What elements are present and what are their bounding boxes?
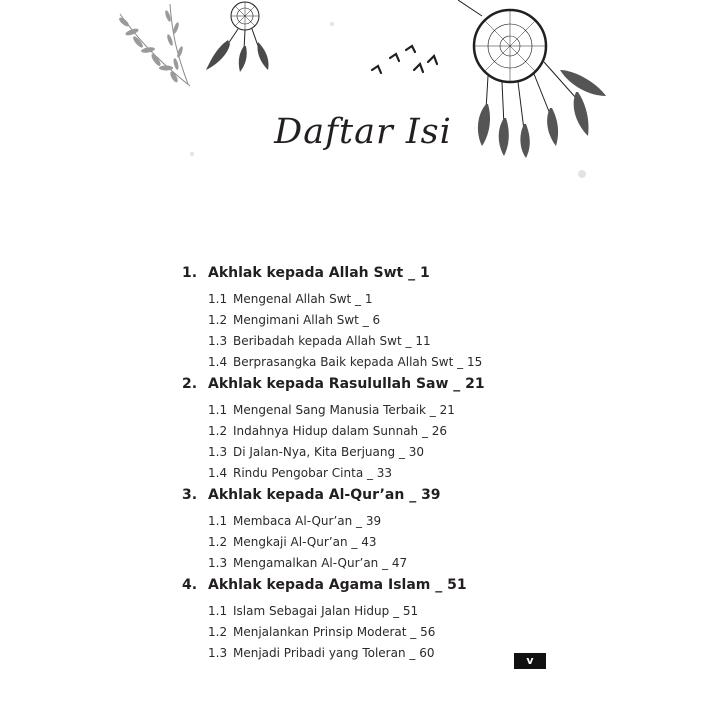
page-title: Daftar Isi	[274, 112, 452, 152]
section-number: 1.2	[208, 625, 228, 639]
section-title: Menjalankan Prinsip Moderat _ 56	[233, 625, 436, 639]
section-title: Menjadi Pribadi yang Toleran _ 60	[233, 646, 435, 660]
decorative-dot	[190, 152, 194, 156]
decorative-dot	[578, 170, 586, 178]
section-number: 1.3	[208, 556, 228, 570]
toc-section	[182, 463, 602, 484]
toc-section	[182, 442, 602, 463]
chapter-number: 3.	[182, 487, 198, 503]
page-number-badge: v	[514, 653, 546, 669]
section-number: 1.1	[208, 514, 228, 528]
section-title: Beribadah kepada Allah Swt _ 11	[233, 334, 431, 348]
toc-section	[182, 421, 602, 442]
section-number: 1.2	[208, 535, 228, 549]
table-of-contents	[182, 262, 602, 664]
section-title: Rindu Pengobar Cinta _ 33	[233, 466, 393, 480]
toc-chapter	[182, 484, 602, 506]
toc-section	[182, 352, 602, 373]
toc-section	[182, 601, 602, 622]
section-number: 1.1	[208, 604, 228, 618]
flying-birds-icon	[368, 40, 442, 82]
dreamcatcher-icon	[198, 0, 276, 74]
toc-section	[182, 310, 602, 331]
chapter-title: Akhlak kepada Allah Swt _ 1	[208, 265, 430, 281]
toc-section	[182, 553, 602, 574]
section-number: 1.4	[208, 466, 228, 480]
toc-section	[182, 400, 602, 421]
section-number: 1.1	[208, 403, 228, 417]
decorative-dot	[330, 22, 334, 26]
section-number: 1.2	[208, 424, 228, 438]
section-title: Mengimani Allah Swt _ 6	[233, 313, 381, 327]
toc-section	[182, 622, 602, 643]
section-number: 1.4	[208, 355, 228, 369]
toc-chapter	[182, 262, 602, 284]
section-number: 1.3	[208, 445, 228, 459]
section-title: Islam Sebagai Jalan Hidup _ 51	[233, 604, 419, 618]
section-title: Mengenal Sang Manusia Terbaik _ 21	[233, 403, 455, 417]
chapter-title: Akhlak kepada Rasulullah Saw _ 21	[208, 376, 485, 392]
toc-chapter	[182, 373, 602, 395]
toc-section	[182, 532, 602, 553]
chapter-title: Akhlak kepada Al-Qur’an _ 39	[208, 487, 441, 503]
section-number: 1.2	[208, 313, 228, 327]
toc-section	[182, 511, 602, 532]
toc-section	[182, 289, 602, 310]
chapter-number: 2.	[182, 376, 198, 392]
section-number: 1.1	[208, 292, 228, 306]
leafy-branch-illustration	[110, 2, 210, 94]
toc-chapter	[182, 574, 602, 596]
chapter-number: 1.	[182, 265, 198, 281]
section-number: 1.3	[208, 334, 228, 348]
section-title: Membaca Al-Qur’an _ 39	[233, 514, 382, 528]
section-title: Berprasangka Baik kepada Allah Swt _ 15	[233, 355, 483, 369]
section-title: Mengamalkan Al-Qur’an _ 47	[233, 556, 408, 570]
toc-section	[182, 331, 602, 352]
section-title: Indahnya Hidup dalam Sunnah _ 26	[233, 424, 448, 438]
section-title: Mengkaji Al-Qur’an _ 43	[233, 535, 377, 549]
section-title: Di Jalan-Nya, Kita Berjuang _ 30	[233, 445, 425, 459]
section-title: Mengenal Allah Swt _ 1	[233, 292, 373, 306]
section-number: 1.3	[208, 646, 228, 660]
chapter-number: 4.	[182, 577, 198, 593]
chapter-title: Akhlak kepada Agama Islam _ 51	[208, 577, 467, 593]
